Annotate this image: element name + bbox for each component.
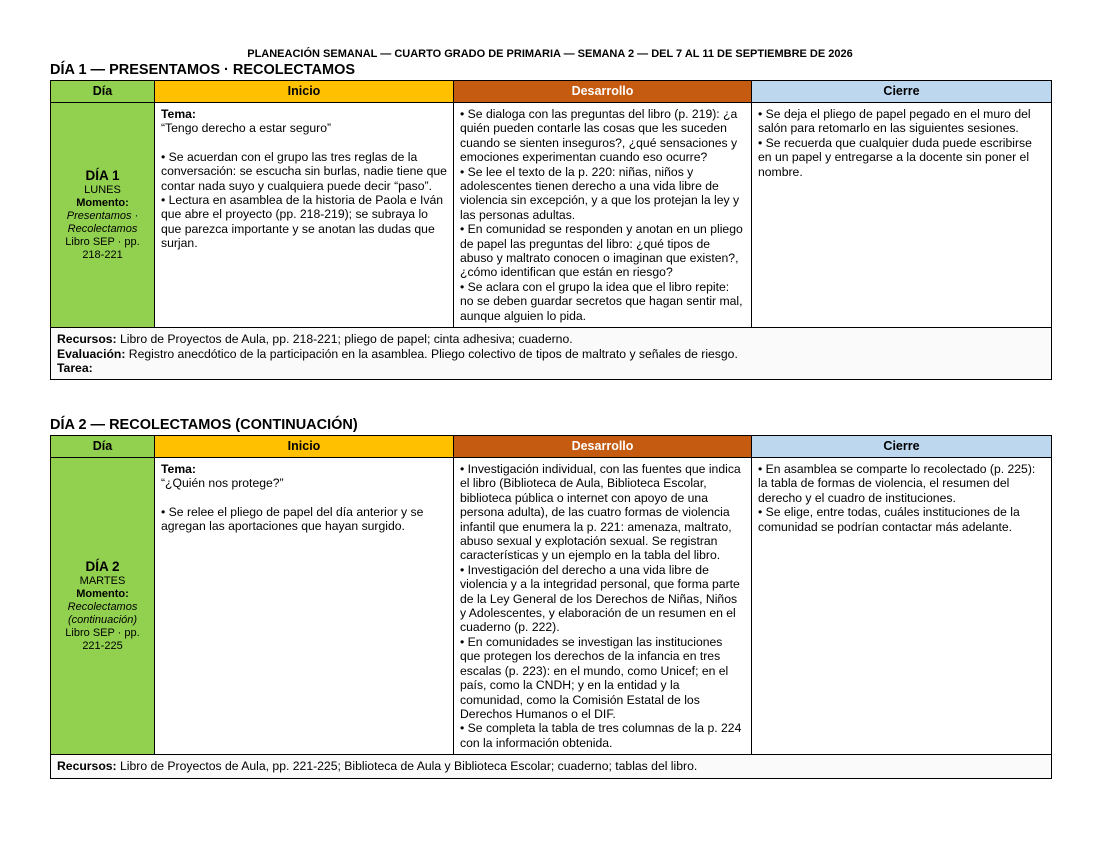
day2-cierre-cell: [752, 458, 1052, 755]
day1-cierre-item: • Se recuerda que cualquier duda puede escribirse en un papel y entregarse a la docente sin poner el nombre.: [758, 135, 1032, 179]
day1-desarrollo-item: • Se aclara con el grupo la idea que el libro repite: no se deben guardar secretos que hagan sentir mal, aunque alguien lo pida.: [460, 279, 743, 323]
col-header-desarrollo: Desarrollo: [454, 436, 752, 458]
day1-recursos: Recursos: Libro de Proyectos de Aula, pp. 218-221; pliego de papel; cinta adhesiva; cuaderno.: [57, 332, 573, 347]
day1-header-row: [51, 81, 1052, 103]
day1-footer-row: [51, 328, 1052, 380]
col-header-inicio: Inicio: [155, 436, 454, 458]
day1-cierre-item: • Se deja el pliego de papel pegado en el muro del salón para retomarlo en las siguientes sesiones.: [758, 107, 1031, 136]
day1-momento-line1: Presentamos ·: [66, 210, 139, 223]
day2-footer: [51, 755, 1052, 778]
day1-momento-line2: Recolectamos: [67, 223, 138, 236]
day1-table: [50, 80, 1052, 380]
day1-inicio-item: • Se acuerdan con el grupo las tres reglas de la conversación: se escucha sin burlas, nadie tiene que contar nada suyo y cualquiera puede decir “paso”.: [161, 149, 447, 193]
day1-tema: “Tengo derecho a estar seguro”: [161, 121, 332, 136]
day2-libro-line1: Libro SEP · pp.: [65, 627, 140, 640]
page-header: PLANEACIÓN SEMANAL — CUARTO GRADO DE PRIMARIA — SEMANA 2 — DEL 7 AL 11 DE SEPTIEMBRE DE 2026: [247, 48, 853, 60]
day2-momento-line2: (continuación): [67, 614, 138, 627]
day2-inicio-cell: [155, 458, 454, 755]
day1-momento-label: Momento:: [76, 197, 129, 210]
col-header-dia: Día: [51, 81, 155, 103]
day2-table: [50, 435, 1052, 779]
day1-title: DÍA 1 — PRESENTAMOS · RECOLECTAMOS: [50, 62, 356, 78]
col-header-cierre: Cierre: [752, 81, 1052, 103]
day2-title: DÍA 2 — RECOLECTAMOS (CONTINUACIÓN): [50, 417, 358, 433]
day1-footer: [51, 328, 1052, 380]
day2-cierre-item: • Se elige, entre todas, cuáles instituciones de la comunidad se podrían contactar más adelante.: [758, 505, 1020, 534]
col-header-inicio: Inicio: [155, 81, 454, 103]
day2-weekday: MARTES: [79, 575, 126, 588]
day1-tema-label: Tema:: [161, 107, 196, 121]
day2-label: DÍA 2: [85, 559, 120, 575]
day2-desarrollo-item: • Se completa la tabla de tres columnas de la p. 224 con la información obtenida.: [460, 721, 742, 750]
day1-libro-line1: Libro SEP · pp.: [65, 236, 140, 249]
day1-inicio-cell: [155, 103, 454, 328]
day1-desarrollo-item: • Se dialoga con las preguntas del libro (p. 219): ¿a quién pueden contarle las cosas que les suceden cuando se sienten inseguros?, ¿qué sensaciones y emociones experimentan cuando eso ocurre?: [460, 107, 738, 165]
day1-libro-line2: 218-221: [82, 249, 123, 262]
day1-desarrollo-item: • En comunidad se responden y anotan en un pliego de papel las preguntas del libro: ¿qué tipos de abuso y maltrato conocen o imaginan que existen?, ¿cómo identifican que están en riesgo?: [460, 222, 743, 280]
day2-momento-label: Momento:: [76, 588, 129, 601]
day2-desarrollo-item: • Investigación del derecho a una vida libre de violencia y a la integridad personal, que forma parte de la Ley General de los Derechos de Niñas, Niños y Adolescentes, y elaboración de un resumen en el cuaderno (p. 222).: [460, 562, 740, 635]
day2-recursos: Recursos: Libro de Proyectos de Aula, pp. 221-225; Biblioteca de Aula y Biblioteca Escolar; cuaderno; tablas del libro.: [57, 759, 698, 774]
day2-libro-line2: 221-225: [82, 640, 123, 653]
day2-tema: “¿Quién nos protege?”: [161, 476, 284, 491]
day1-cierre-cell: [752, 103, 1052, 328]
day2-content-row: [51, 458, 1052, 755]
day1-day-cell: [51, 103, 155, 328]
day1-inicio-item: • Lectura en asamblea de la historia de Paola e Iván que abre el proyecto (pp. 218-219); se subraya lo que parezca importante y se anotan las dudas que surjan.: [161, 193, 444, 251]
day2-header-row: [51, 436, 1052, 458]
day2-tema-label: Tema:: [161, 462, 196, 476]
col-header-dia: Día: [51, 436, 155, 458]
day2-desarrollo-item: • En comunidades se investigan las instituciones que protegen los derechos de la infancia en tres escalas (p. 223): en el mundo, como Unicef; en el país, como la CNDH; y en la entidad y la comunidad, como la Comisión Estatal de los Derechos Humanos o el DIF.: [460, 634, 729, 721]
day1-tarea: Tarea:: [57, 360, 93, 375]
day1-evaluacion: Evaluación: Registro anecdótico de la participación en la asamblea. Pliego colectivo de tipos de maltrato y señales de riesgo.: [57, 346, 738, 361]
day2-inicio-item: • Se relee el pliego de papel del día anterior y se agregan las aportaciones que hayan surgido.: [161, 504, 424, 534]
day2-desarrollo-item: • Investigación individual, con las fuentes que indica el libro (Biblioteca de Aula, Biblioteca Escolar, biblioteca pública o internet con apoyo de una persona adulta), de las cuatro formas de violencia infantil que enumera la p. 221: amenaza, maltrato, abuso sexual y explotación sexual. Se registran características y un ejemplo en la tabla del libro.: [460, 462, 741, 563]
col-header-cierre: Cierre: [752, 436, 1052, 458]
day2-momento-line1: Recolectamos: [67, 601, 138, 614]
day1-desarrollo-cell: [454, 103, 752, 328]
day2-cierre-item: • En asamblea se comparte lo recolectado (p. 225): la tabla de formas de violencia, el resumen del derecho y el cuadro de instituciones.: [758, 462, 1036, 505]
col-header-desarrollo: Desarrollo: [454, 81, 752, 103]
day2-desarrollo-cell: [454, 458, 752, 755]
day2-footer-row: [51, 755, 1052, 778]
day1-desarrollo-item: • Se lee el texto de la p. 220: niñas, niños y adolescentes tienen derecho a una vida libre de violencia sin excepción, y a que los protejan la ley y las personas adultas.: [460, 164, 740, 222]
day1-weekday: LUNES: [84, 184, 121, 197]
day1-content-row: [51, 103, 1052, 328]
day2-day-cell: [51, 458, 155, 755]
day1-label: DÍA 1: [85, 168, 120, 184]
